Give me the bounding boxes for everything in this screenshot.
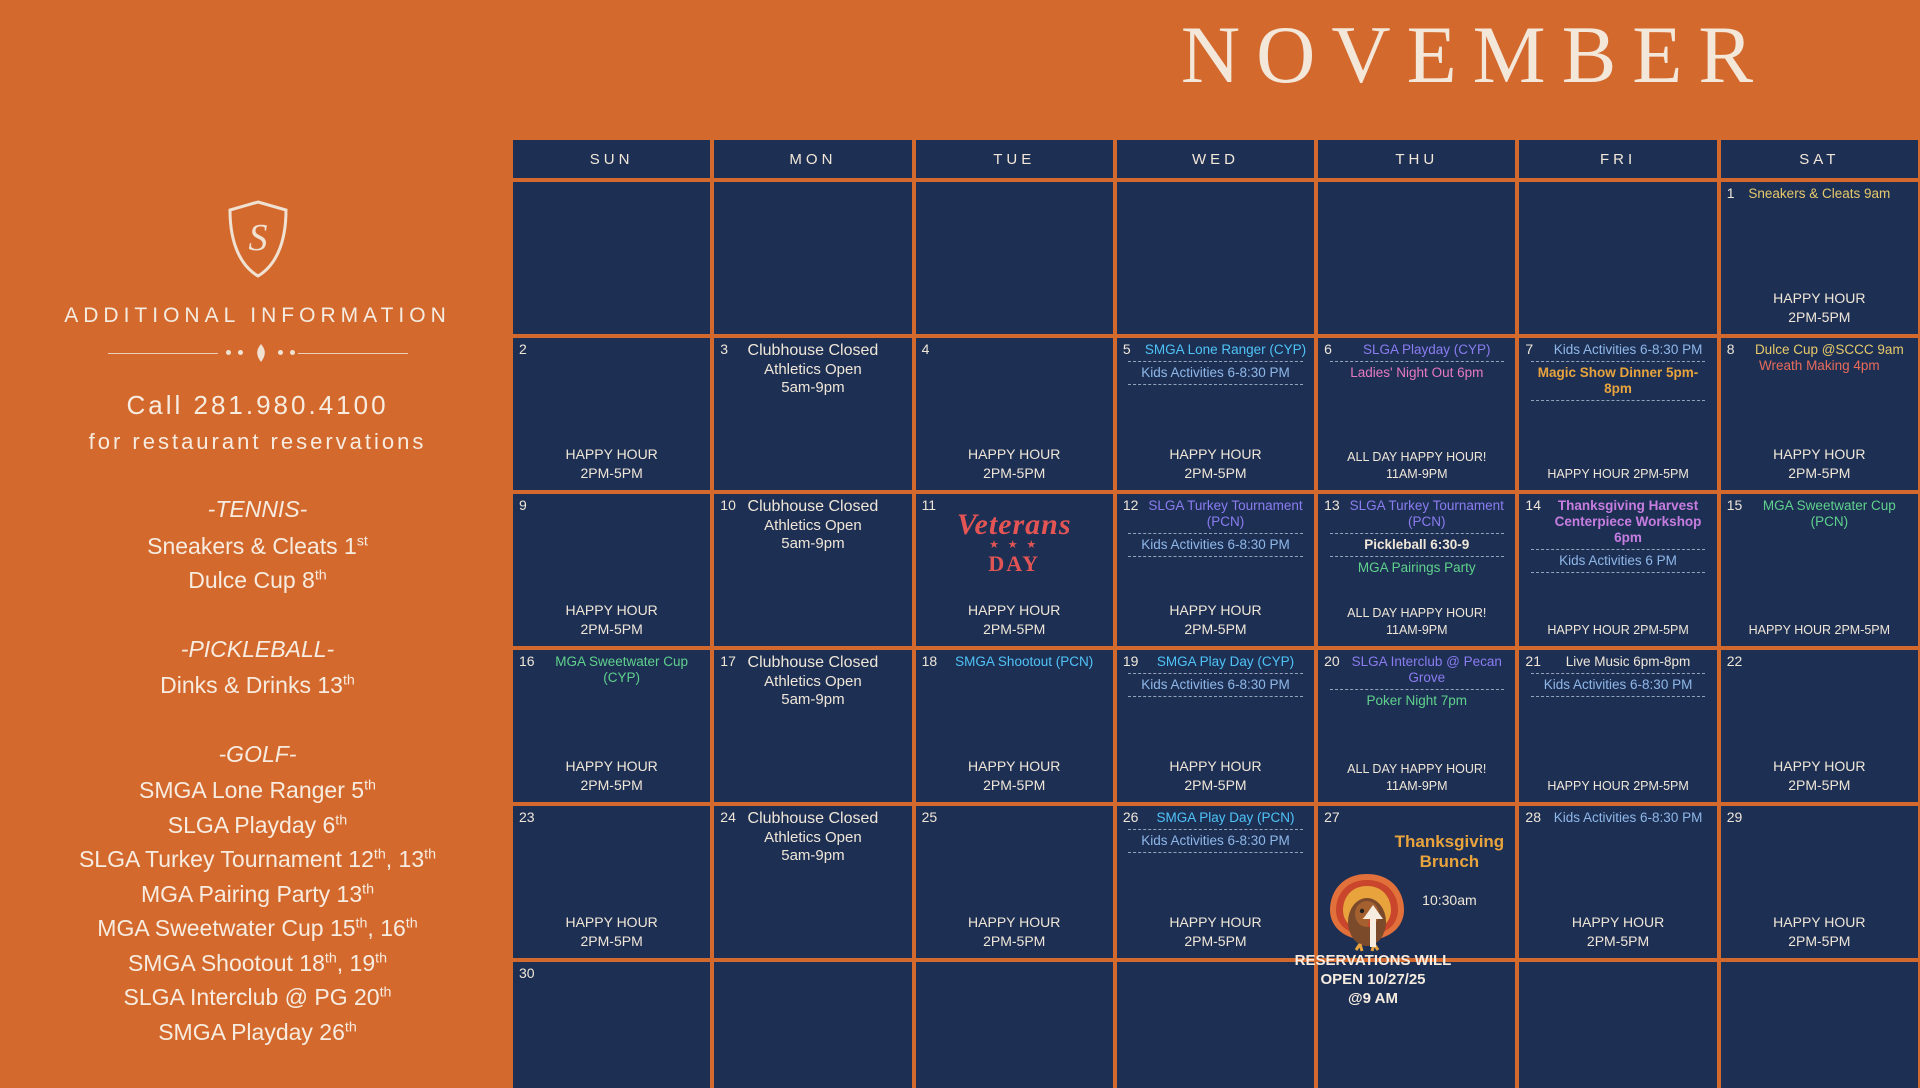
calendar-event[interactable]: MGA Sweetwater Cup (CYP) [555, 654, 689, 685]
day-content [718, 496, 907, 640]
event-separator [1330, 556, 1504, 557]
day-content [1322, 496, 1511, 640]
calendar-day-cell[interactable] [513, 338, 710, 490]
calendar-event[interactable]: Kids Activities 6-8:30 PM [1141, 832, 1290, 848]
day-content [920, 652, 1109, 796]
calendar-event[interactable]: Kids Activities 6-8:30 PM [1141, 364, 1290, 380]
sidebar-activity-sections [0, 492, 515, 1049]
day-content [1523, 808, 1712, 952]
event-separator [1531, 549, 1705, 550]
calendar-event[interactable]: Clubhouse Closed [747, 810, 879, 827]
calendar-week [513, 650, 1918, 802]
svg-text:S: S [248, 217, 267, 259]
calendar-event[interactable]: Clubhouse Closed [747, 342, 879, 359]
reservations-line-1: RESERVATIONS WILL [1294, 952, 1452, 969]
calendar-event[interactable]: 5am-9pm [781, 378, 845, 396]
day-content [1725, 184, 1914, 328]
day-number: 16 [519, 653, 535, 669]
calendar-day-cell[interactable] [714, 338, 911, 490]
happy-hour-text: HAPPY HOUR [1773, 914, 1866, 931]
calendar-cell-empty [513, 182, 710, 334]
calendar-day-cell[interactable] [1318, 806, 1515, 958]
happy-hour-text: HAPPY HOUR [968, 758, 1061, 775]
calendar-day-cell[interactable] [1117, 338, 1314, 490]
day-content [718, 652, 907, 796]
calendar-event[interactable]: Kids Activities 6-8:30 PM [1553, 342, 1703, 357]
sidebar [0, 0, 515, 1088]
happy-hour-text: ALL DAY HAPPY HOUR! [1347, 450, 1487, 464]
day-number: 19 [1122, 653, 1139, 669]
event-separator [1531, 572, 1705, 573]
happy-hour-text: 2PM-5PM [1788, 777, 1851, 794]
happy-hour-text: HAPPY HOUR [968, 446, 1061, 463]
calendar-event[interactable]: MGA Sweetwater Cup (PCN) [1762, 498, 1896, 529]
day-content [1725, 496, 1914, 640]
day-number: 26 [1122, 809, 1139, 825]
arrow-up-icon [1362, 905, 1384, 947]
sidebar-section-item: Dulce Cup 8th [188, 567, 327, 593]
happy-hour-text: HAPPY HOUR [565, 602, 658, 619]
day-content [1121, 808, 1310, 952]
day-content [1523, 652, 1712, 796]
happy-hour-text: 11AM-9PM [1385, 467, 1448, 481]
calendar-day-cell[interactable] [1117, 806, 1314, 958]
calendar-event[interactable]: Thanksgiving Harvest Centerpiece Workshop 6pm [1554, 498, 1702, 545]
divider-dot [226, 350, 231, 355]
phone-line: Call 281.980.4100 [126, 390, 389, 420]
calendar-event[interactable]: SMGA Shootout (PCN) [955, 654, 1094, 669]
divider-line-right [298, 353, 408, 354]
happy-hour-text: 2PM-5PM [983, 465, 1046, 482]
happy-hour-text: HAPPY HOUR 2PM-5PM [1547, 779, 1689, 793]
sidebar-section-item: SLGA Playday 6th [167, 811, 348, 838]
sidebar-section-item: MGA Sweetwater Cup 15th, 16th [97, 915, 418, 941]
event-separator [1330, 361, 1504, 362]
day-number: 22 [1726, 653, 1743, 669]
day-content [1725, 340, 1914, 484]
day-number: 18 [921, 653, 938, 669]
sidebar-section [0, 492, 515, 598]
calendar-day-cell[interactable] [714, 494, 911, 646]
day-number: 7 [1525, 341, 1534, 357]
calendar-cell-empty [1519, 962, 1716, 1088]
event-separator [1531, 673, 1705, 674]
day-number: 12 [1122, 497, 1139, 513]
happy-hour-text: 2PM-5PM [1586, 933, 1650, 950]
day-number: 29 [1726, 809, 1743, 825]
day-number: 24 [720, 809, 736, 825]
calendar-cell-empty [916, 182, 1113, 334]
day-header-sun: SUN [513, 140, 714, 178]
calendar-event[interactable]: 5am-9pm [781, 690, 845, 708]
happy-hour-text: HAPPY HOUR 2PM-5PM [1547, 623, 1689, 637]
day-number: 11 [921, 497, 937, 513]
calendar-event[interactable]: SMGA Play Day (CYP) [1156, 654, 1295, 669]
happy-hour-text: HAPPY HOUR [968, 602, 1061, 619]
happy-hour-text: 2PM-5PM [580, 465, 643, 482]
day-content [1523, 496, 1712, 640]
event-separator [1128, 852, 1302, 853]
calendar-event[interactable]: Kids Activities 6-8:30 PM [1141, 536, 1290, 552]
veterans-day-word: Veterans [956, 508, 1072, 541]
day-number: 13 [1324, 497, 1340, 513]
day-content [1322, 652, 1511, 796]
calendar-cell-empty [1519, 182, 1716, 334]
calendar-day-cell[interactable] [1519, 494, 1716, 646]
happy-hour-text: HAPPY HOUR [565, 446, 658, 463]
calendar-day-cell[interactable] [1519, 338, 1716, 490]
calendar-day-cell[interactable] [1117, 494, 1314, 646]
sidebar-section-item: Dinks & Drinks 13th [160, 672, 355, 698]
calendar-day-cell[interactable] [916, 494, 1113, 646]
happy-hour-text: 2PM-5PM [580, 777, 643, 794]
calendar-week [513, 182, 1918, 334]
ornamental-divider [108, 342, 408, 364]
day-content [517, 964, 706, 1088]
day-content [920, 340, 1109, 484]
calendar-event[interactable]: Live Music 6pm-8pm [1565, 654, 1691, 669]
calendar-day-cell[interactable] [1721, 806, 1918, 958]
happy-hour-text: 2PM-5PM [1184, 933, 1247, 950]
divider-dot [238, 350, 243, 355]
day-number: 25 [921, 809, 938, 825]
happy-hour-text: 2PM-5PM [1788, 309, 1851, 326]
happy-hour-text: 11AM-9PM [1385, 779, 1448, 793]
calendar-day-cell[interactable] [1721, 338, 1918, 490]
calendar-day-cell[interactable] [1318, 338, 1515, 490]
day-number: 30 [519, 965, 535, 981]
calendar-event[interactable]: Clubhouse Closed [747, 498, 879, 515]
happy-hour-text: 2PM-5PM [1184, 465, 1247, 482]
sidebar-heading: ADDITIONAL INFORMATION [64, 304, 451, 327]
day-number: 10 [720, 497, 736, 513]
day-content [517, 808, 706, 952]
calendar-cell-empty [1721, 962, 1918, 1088]
divider-dot [290, 350, 295, 355]
calendar-cell-empty [1117, 182, 1314, 334]
calendar-cell-empty [714, 182, 911, 334]
day-content [1322, 340, 1511, 484]
happy-hour-text: 2PM-5PM [983, 621, 1046, 638]
happy-hour-text: HAPPY HOUR [565, 914, 658, 931]
calendar-day-cell[interactable] [1117, 650, 1314, 802]
day-number: 20 [1324, 653, 1340, 669]
happy-hour-text: 2PM-5PM [580, 933, 643, 950]
phone-subline: for restaurant reservations [88, 429, 427, 454]
happy-hour-text: HAPPY HOUR [1571, 914, 1665, 931]
calendar-event[interactable]: Athletics Open [764, 672, 862, 690]
leaf-icon [254, 344, 268, 362]
day-header-thu: THU [1318, 140, 1519, 178]
reservations-note [1258, 952, 1488, 1008]
happy-hour-text: HAPPY HOUR [565, 758, 658, 775]
day-content [1322, 808, 1511, 952]
calendar-event[interactable]: 5am-9pm [781, 534, 845, 552]
day-number: 23 [519, 809, 535, 825]
day-content [1523, 340, 1712, 484]
calendar-event[interactable]: Kids Activities 6-8:30 PM [1543, 676, 1693, 692]
calendar-cell-empty [714, 962, 911, 1088]
calendar [513, 140, 1918, 1088]
happy-hour-text: 2PM-5PM [1788, 465, 1851, 482]
calendar-event[interactable]: MGA Pairings Party [1357, 559, 1476, 575]
sidebar-section-header: -TENNIS- [207, 496, 308, 522]
day-number: 28 [1525, 809, 1541, 825]
day-content [517, 496, 706, 640]
day-content [1725, 808, 1914, 952]
sidebar-section-item: MGA Pairing Party 13th [140, 880, 375, 907]
happy-hour-text: 2PM-5PM [983, 933, 1046, 950]
club-logo [0, 200, 515, 278]
calendar-event[interactable]: SLGA Turkey Tournament (PCN) [1148, 498, 1303, 529]
veterans-day-graphic [957, 510, 1072, 575]
calendar-event[interactable]: Kids Activities 6-8:30 PM [1141, 676, 1290, 692]
calendar-event[interactable]: Pickleball 6:30-9 [1364, 536, 1470, 552]
calendar-weeks [513, 182, 1918, 1088]
day-content [1121, 496, 1310, 640]
day-content [718, 808, 907, 952]
page-title: NOVEMBER [1180, 9, 1770, 100]
calendar-day-headers [513, 140, 1918, 178]
calendar-day-cell[interactable] [513, 494, 710, 646]
calendar-week [513, 962, 1918, 1088]
event-separator [1128, 556, 1302, 557]
calendar-day-cell[interactable] [513, 806, 710, 958]
event-separator [1128, 673, 1302, 674]
calendar-event[interactable]: SLGA Turkey Tournament (PCN) [1349, 498, 1504, 529]
happy-hour-text: HAPPY HOUR [1773, 446, 1866, 463]
calendar-week [513, 494, 1918, 646]
sidebar-section-header: -PICKLEBALL- [180, 635, 335, 662]
calendar-event[interactable]: Athletics Open [764, 516, 862, 534]
reservations-line-2: OPEN 10/27/25 [1320, 970, 1426, 988]
sidebar-section-item: Sneakers & Cleats 1st [147, 532, 368, 559]
happy-hour-text: ALL DAY HAPPY HOUR! [1347, 762, 1487, 776]
calendar-event[interactable]: SLGA Interclub @ Pecan Grove [1351, 654, 1502, 685]
calendar-day-cell[interactable] [916, 650, 1113, 802]
shield-icon [227, 200, 289, 278]
sidebar-section-item: SLGA Interclub @ PG 20th [123, 984, 392, 1010]
event-separator [1128, 384, 1302, 385]
thanksgiving-brunch-time: 10:30am [1422, 892, 1477, 908]
calendar-day-cell[interactable] [1519, 806, 1716, 958]
calendar-day-cell[interactable] [1721, 650, 1918, 802]
day-number: 15 [1726, 497, 1743, 513]
day-content [1725, 652, 1914, 796]
event-separator [1128, 696, 1302, 697]
calendar-day-cell[interactable] [1721, 494, 1918, 646]
day-content [1121, 652, 1310, 796]
day-header-mon: MON [714, 140, 915, 178]
calendar-day-cell[interactable] [1318, 494, 1515, 646]
day-number: 17 [720, 653, 736, 669]
calendar-cell-empty [1318, 182, 1515, 334]
calendar-day-cell[interactable] [916, 338, 1113, 490]
day-number: 3 [720, 341, 729, 357]
day-number: 8 [1726, 341, 1735, 357]
event-separator [1128, 361, 1302, 362]
calendar-day-cell[interactable] [1721, 182, 1918, 334]
divider-line-left [108, 353, 218, 354]
happy-hour-text: HAPPY HOUR [1169, 758, 1262, 775]
reservations-line-3: @9 AM [1348, 989, 1398, 1007]
day-number: 2 [519, 341, 527, 357]
day-number: 14 [1525, 497, 1541, 513]
calendar-day-cell[interactable] [513, 650, 710, 802]
happy-hour-text: HAPPY HOUR [1169, 914, 1262, 931]
sidebar-section-item: SMGA Playday 26th [158, 1018, 357, 1045]
day-number: 27 [1324, 809, 1340, 825]
calendar-event[interactable]: Sneakers & Cleats 9am [1748, 186, 1891, 201]
day-content [517, 340, 706, 484]
day-content [920, 496, 1109, 640]
calendar-day-cell[interactable] [714, 650, 911, 802]
calendar-event[interactable]: Poker Night 7pm [1366, 692, 1468, 708]
calendar-event[interactable]: Wreath Making 4pm [1759, 357, 1880, 373]
sidebar-section-item: SMGA Lone Ranger 5th [139, 777, 376, 803]
stars-icon: ★ ★ ★ [989, 539, 1040, 551]
calendar-cell-empty [916, 962, 1113, 1088]
day-header-wed: WED [1117, 140, 1318, 178]
divider-dot [278, 350, 283, 355]
calendar-event[interactable]: 5am-9pm [781, 846, 845, 864]
day-number: 6 [1324, 341, 1332, 357]
day-number: 1 [1726, 185, 1735, 201]
sidebar-section [0, 632, 515, 703]
sidebar-section-item: SMGA Shootout 18th, 19th [127, 949, 388, 976]
calendar-week [513, 806, 1918, 958]
day-content [517, 652, 706, 796]
day-number: 5 [1122, 341, 1131, 357]
day-header-sat: SAT [1799, 150, 1840, 168]
happy-hour-text: HAPPY HOUR [1773, 290, 1866, 307]
event-separator [1128, 829, 1302, 830]
happy-hour-text: 11AM-9PM [1385, 623, 1448, 637]
calendar-event[interactable]: Athletics Open [764, 360, 862, 378]
day-content [718, 340, 907, 484]
event-separator [1531, 696, 1705, 697]
sidebar-section-item: SLGA Turkey Tournament 12th, 13th [78, 846, 437, 872]
day-number: 21 [1525, 653, 1541, 669]
event-separator [1531, 361, 1705, 362]
day-number: 9 [519, 497, 527, 513]
day-header-fri: FRI [1519, 140, 1720, 178]
calendar-event[interactable]: SMGA Lone Ranger (CYP) [1144, 342, 1307, 357]
happy-hour-text: 2PM-5PM [1788, 933, 1851, 950]
reservation-phone [0, 386, 515, 458]
thanksgiving-brunch-title: Thanksgiving Brunch [1394, 832, 1505, 871]
calendar-event[interactable]: Magic Show Dinner 5pm-8pm [1537, 364, 1699, 396]
happy-hour-text: HAPPY HOUR [968, 914, 1061, 931]
sidebar-section-header: -GOLF- [218, 740, 297, 767]
day-content [1121, 340, 1310, 484]
happy-hour-text: 2PM-5PM [983, 777, 1046, 794]
happy-hour-text: HAPPY HOUR 2PM-5PM [1547, 467, 1689, 481]
veterans-day-label: DAY [988, 551, 1041, 576]
calendar-event[interactable]: SMGA Play Day (PCN) [1156, 810, 1295, 825]
happy-hour-text: 2PM-5PM [580, 621, 643, 638]
calendar-day-cell[interactable] [513, 962, 710, 1088]
sidebar-section [0, 737, 515, 1050]
happy-hour-text: 2PM-5PM [1184, 621, 1247, 638]
happy-hour-text: HAPPY HOUR [1773, 758, 1866, 775]
event-separator [1531, 400, 1705, 401]
event-separator [1128, 533, 1302, 534]
day-header-tue: TUE [916, 140, 1117, 178]
calendar-event[interactable]: Ladies' Night Out 6pm [1350, 364, 1484, 380]
event-separator [1330, 533, 1504, 534]
calendar-event[interactable]: Clubhouse Closed [747, 654, 879, 671]
calendar-event[interactable]: Kids Activities 6-8:30 PM [1553, 810, 1703, 825]
calendar-event[interactable]: Kids Activities 6 PM [1559, 552, 1677, 568]
event-separator [1330, 689, 1504, 690]
calendar-day-cell[interactable] [714, 806, 911, 958]
happy-hour-text: 2PM-5PM [1184, 777, 1247, 794]
calendar-week [513, 338, 1918, 490]
happy-hour-text: HAPPY HOUR 2PM-5PM [1748, 623, 1891, 637]
calendar-event[interactable]: Athletics Open [764, 828, 862, 846]
calendar-event[interactable]: SLGA Playday (CYP) [1362, 342, 1491, 357]
calendar-day-cell[interactable] [1519, 650, 1716, 802]
day-content [920, 808, 1109, 952]
happy-hour-text: HAPPY HOUR [1169, 602, 1262, 619]
happy-hour-text: HAPPY HOUR [1169, 446, 1262, 463]
calendar-day-cell[interactable] [1318, 650, 1515, 802]
calendar-event[interactable]: Dulce Cup @SCCC 9am [1754, 342, 1904, 357]
happy-hour-text: ALL DAY HAPPY HOUR! [1347, 606, 1487, 620]
day-number: 4 [921, 341, 930, 357]
calendar-day-cell[interactable] [916, 806, 1113, 958]
